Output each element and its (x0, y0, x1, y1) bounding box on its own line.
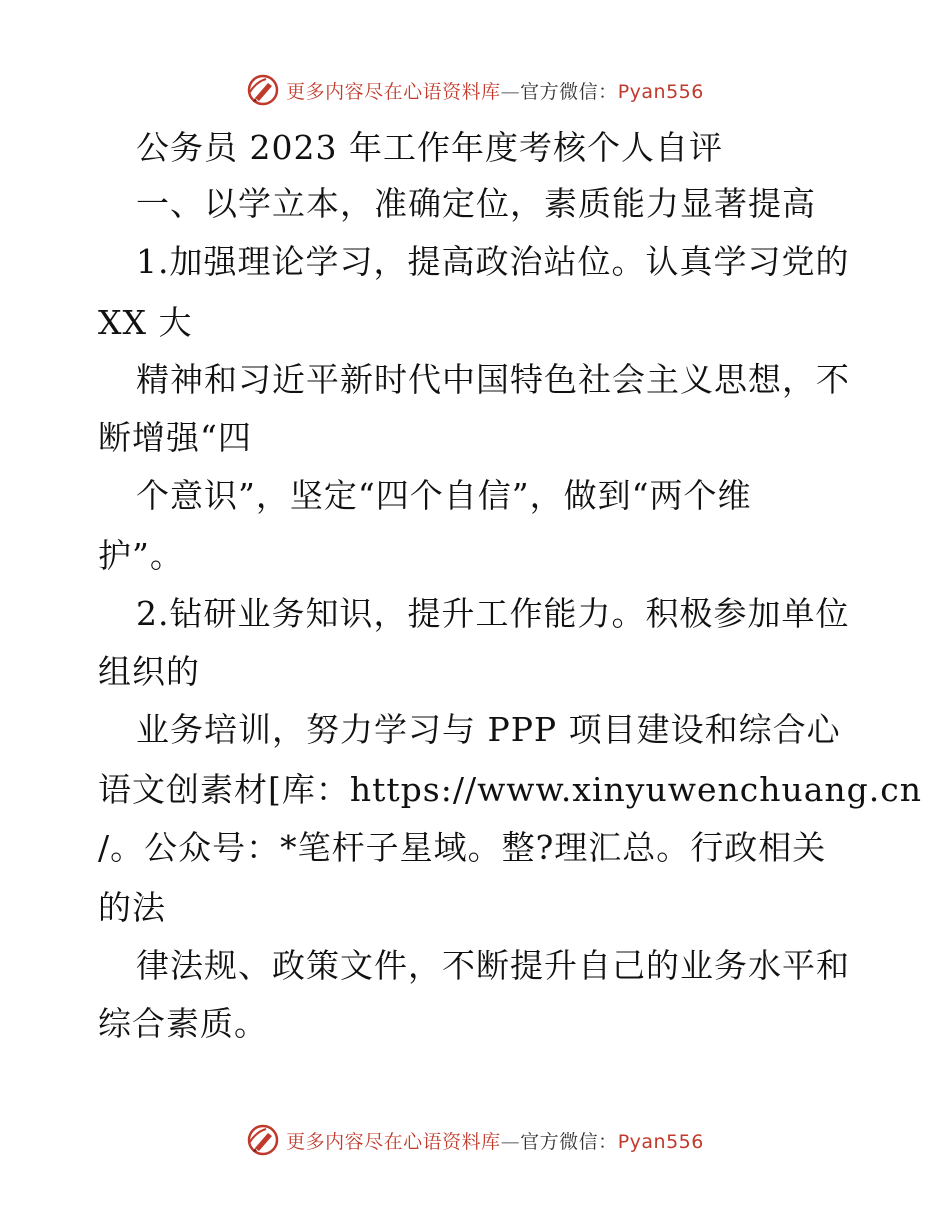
section-heading: 一、以学立本，准确定位，素质能力显著提高 (136, 184, 816, 223)
paragraph-line: 语文创素材[库：https://www.xinyuwenchuang.cn (98, 770, 922, 809)
paragraph-line: 业务培训，努力学习与 PPP 项目建设和综合心 (136, 710, 841, 749)
paragraph-line: XX 大 (98, 303, 193, 342)
paragraph-line: 综合素质。 (98, 1004, 268, 1043)
paragraph-line: 护”。 (98, 536, 184, 575)
pen-logo-icon (246, 73, 280, 107)
paragraph-line: 组织的 (98, 652, 200, 691)
paragraph-line: /。公众号：*笔杆子星域。整?理汇总。行政相关 (98, 828, 827, 867)
paragraph-line: 个意识”，坚定“四个自信”，做到“两个维 (136, 476, 752, 515)
paragraph-line: 的法 (98, 888, 166, 927)
document-title: 公务员 2023 年工作年度考核个人自评 (136, 128, 723, 167)
header-watermark (0, 70, 950, 110)
paragraph-line: 精神和习近平新时代中国特色社会主义思想，不 (136, 360, 850, 399)
watermark-text: 更多内容尽在心语资料库—官方微信：Pyan556 (286, 1130, 704, 1153)
paragraph-line: 1.加强理论学习，提高政治站位。认真学习党的 (136, 242, 850, 281)
paragraph-line: 2.钻研业务知识，提升工作能力。积极参加单位 (136, 594, 850, 633)
paragraph-line: 断增强“四 (98, 418, 252, 457)
footer-watermark (0, 1120, 950, 1160)
pen-logo-icon (246, 1123, 280, 1157)
watermark-text: 更多内容尽在心语资料库—官方微信：Pyan556 (286, 80, 704, 103)
paragraph-line: 律法规、政策文件，不断提升自己的业务水平和 (136, 946, 850, 985)
